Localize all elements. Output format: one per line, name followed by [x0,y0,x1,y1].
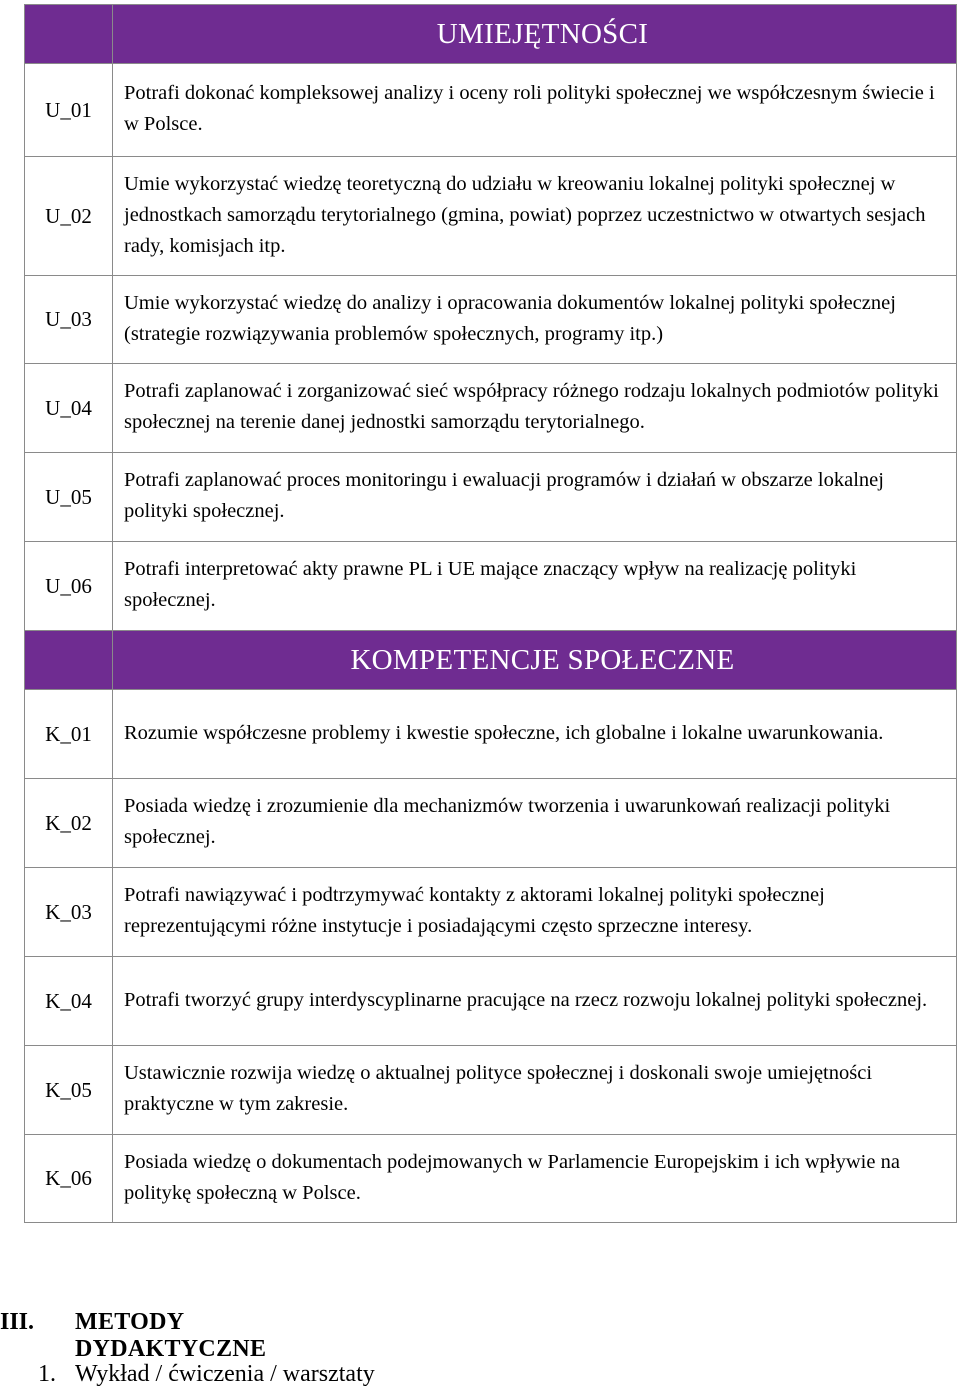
outcome-code: U_04 [25,364,113,453]
outcome-description: Rozumie współczesne problemy i kwestie społeczne, ich globalne i lokalne uwarunkowania. [113,690,957,779]
outcome-code: K_01 [25,690,113,779]
outcome-description: Posiada wiedzę o dokumentach podejmowanych w Parlamencie Europejskim i ich wpływie na politykę społeczną w Polsce. [113,1135,957,1223]
skills-header-cell [113,5,957,64]
table-row [25,364,957,453]
outcome-description: Potrafi zaplanować proces monitoringu i ewaluacji programów i działań w obszarze lokalnej polityki społecznej. [113,453,957,542]
outcome-description: Potrafi tworzyć grupy interdyscyplinarne pracujące na rzecz rozwoju lokalnej polityki społecznej. [113,957,957,1046]
table-row [25,690,957,779]
outcome-description: Potrafi dokonać kompleksowej analizy i oceny roli polityki społecznej we współczesnym świecie i w Polsce. [113,64,957,157]
outcome-description: Posiada wiedzę i zrozumienie dla mechanizmów tworzenia i uwarunkowań realizacji polityki społecznej. [113,779,957,868]
table-row [25,1135,957,1223]
outcome-description: Umie wykorzystać wiedzę do analizy i opracowania dokumentów lokalnej polityki społecznej (strategie rozwiązywania problemów społecznych, programy itp.) [113,276,957,364]
outcome-code: U_01 [25,64,113,157]
list-item-text: Wykład / ćwiczenia / warsztaty [75,1361,375,1387]
table-row [25,64,957,157]
skills-header-title: UMIEJĘTNOŚCI [436,17,649,50]
outcome-code: K_06 [25,1135,113,1223]
table-row [25,157,957,276]
competences-header-row [25,631,957,690]
competences-header-cell [113,631,957,690]
outcome-description: Potrafi nawiązywać i podtrzymywać kontakty z aktorami lokalnej polityki społecznej reprezentującymi różne instytucje i posiadającymi często sprzeczne interesy. [113,868,957,957]
table-row [25,453,957,542]
table-row [25,542,957,631]
learning-outcomes-table [24,4,957,1223]
section-number: III. [0,1309,35,1335]
outcome-description: Potrafi interpretować akty prawne PL i UE mające znaczący wpływ na realizację polityki społecznej. [113,542,957,631]
list-item-number: 1. [38,1361,56,1387]
outcome-code: K_03 [25,868,113,957]
outcome-code: K_04 [25,957,113,1046]
outcome-description: Ustawicznie rozwija wiedzę o aktualnej polityce społecznej i doskonali swoje umiejętności praktyczne w tym zakresie. [113,1046,957,1135]
outcome-code: U_02 [25,157,113,276]
outcome-code: U_03 [25,276,113,364]
table-row [25,276,957,364]
competences-header-title: KOMPETENCJE SPOŁECZNE [350,643,735,676]
outcome-description: Umie wykorzystać wiedzę teoretyczną do udziału w kreowaniu lokalnej polityki społecznej w jednostkach samorządu terytorialnego (gmina, powiat) poprzez uczestnictwo w otwartych sesjach rady, komisjach itp. [113,157,957,276]
outcome-code: K_05 [25,1046,113,1135]
table-row [25,1046,957,1135]
table-row [25,868,957,957]
outcome-code: U_05 [25,453,113,542]
outcome-description: Potrafi zaplanować i zorganizować sieć współpracy różnego rodzaju lokalnych podmiotów polityki społecznej na terenie danej jednostki samorządu terytorialnego. [113,364,957,453]
table-row [25,779,957,868]
outcome-code: U_06 [25,542,113,631]
skills-header-row [25,5,957,64]
section-title: METODY DYDAKTYCZNE [75,1309,267,1362]
skills-header-left-cell [25,5,113,64]
competences-header-left-cell [25,631,113,690]
outcome-code: K_02 [25,779,113,868]
table-row [25,957,957,1046]
